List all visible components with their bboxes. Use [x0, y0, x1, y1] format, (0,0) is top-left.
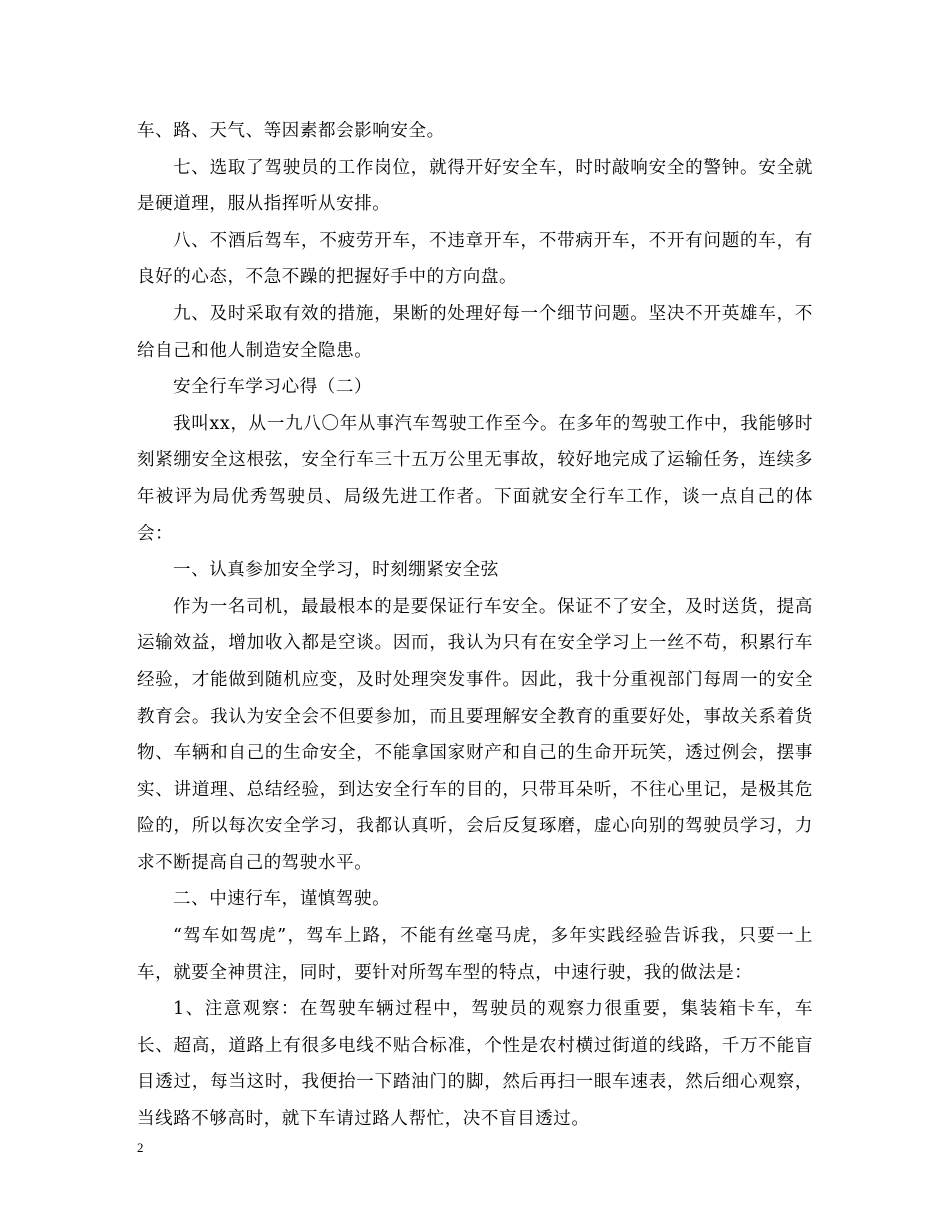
subheading-two: 二、中速行车，谨慎驾驶。 [173, 889, 391, 910]
paragraph-continuation: 车、路、天气、等因素都会影响安全。 [137, 121, 445, 141]
page-number: 2 [137, 1140, 144, 1155]
paragraph-driving-tiger: “驾车如驾虎”，驾车上路，不能有丝毫马虎，多年实践经验告诉我，只要一上车，就要全神贯注，同时，要针对所驾车型的特点，中速行驶，我的做法是： [137, 926, 813, 983]
paragraph-item-nine: 九、及时采取有效的措施，果断的处理好每一个细节问题。坚决不开英雄车，不给自己和他人制造安全隐患。 [137, 303, 813, 361]
subheading-one: 一、认真参加安全学习，时刻绷紧安全弦 [173, 560, 499, 581]
paragraph-item-seven: 七、选取了驾驶员的工作岗位，就得开好安全车，时时敲响安全的警钟。安全就是硬道理，服从指挥听从安排。 [137, 157, 813, 215]
section-heading: 安全行车学习心得（二） [173, 377, 373, 398]
paragraph-introduction: 我叫xx，从一九八〇年从事汽车驾驶工作至今。在多年的驾驶工作中，我能够时刻紧绷安全这根弦，安全行车三十五万公里无事故，较好地完成了运输任务，连续多年被评为局优秀驾驶员、局级先进工作者。下面就安全行车工作，谈一点自己的体会： [137, 413, 813, 544]
paragraph-safety-study: 作为一名司机，最最根本的是要保证行车安全。保证不了安全，及时送货，提高运输效益，增加收入都是空谈。因而，我认为只有在安全学习上一丝不苟，积累行车经验，才能做到随机应变，及时处理突发事件。因此，我十分重视部门每周一的安全教育会。我认为安全会不但要参加，而且要理解安全教育的重要好处，事故关系着货物、车辆和自己的生命安全，不能拿国家财产和自己的生命开玩笑，透过例会，摆事实、讲道理、总结经验，到达安全行车的目的，只带耳朵听，不往心里记，是极其危险的，所以每次安全学习，我都认真听，会后反复琢磨，虚心向别的驾驶员学习，力求不断提高自己的驾驶水平。 [137, 596, 813, 873]
document-body [137, 113, 813, 1138]
paragraph-observation: 1、注意观察：在驾驶车辆过程中，驾驶员的观察力很重要，集装箱卡车，车长、超高，道路上有很多电线不贴合标准，个性是农村横过街道的线路，千万不能盲目透过，每当这时，我便抬一下踏油门的脚，然后再扫一眼车速表，然后细心观察，当线路不够高时，就下车请过路人帮忙，决不盲目透过。 [137, 999, 813, 1130]
paragraph-item-eight: 八、不酒后驾车，不疲劳开车，不违章开车，不带病开车，不开有问题的车，有良好的心态，不急不躁的把握好手中的方向盘。 [137, 230, 813, 288]
